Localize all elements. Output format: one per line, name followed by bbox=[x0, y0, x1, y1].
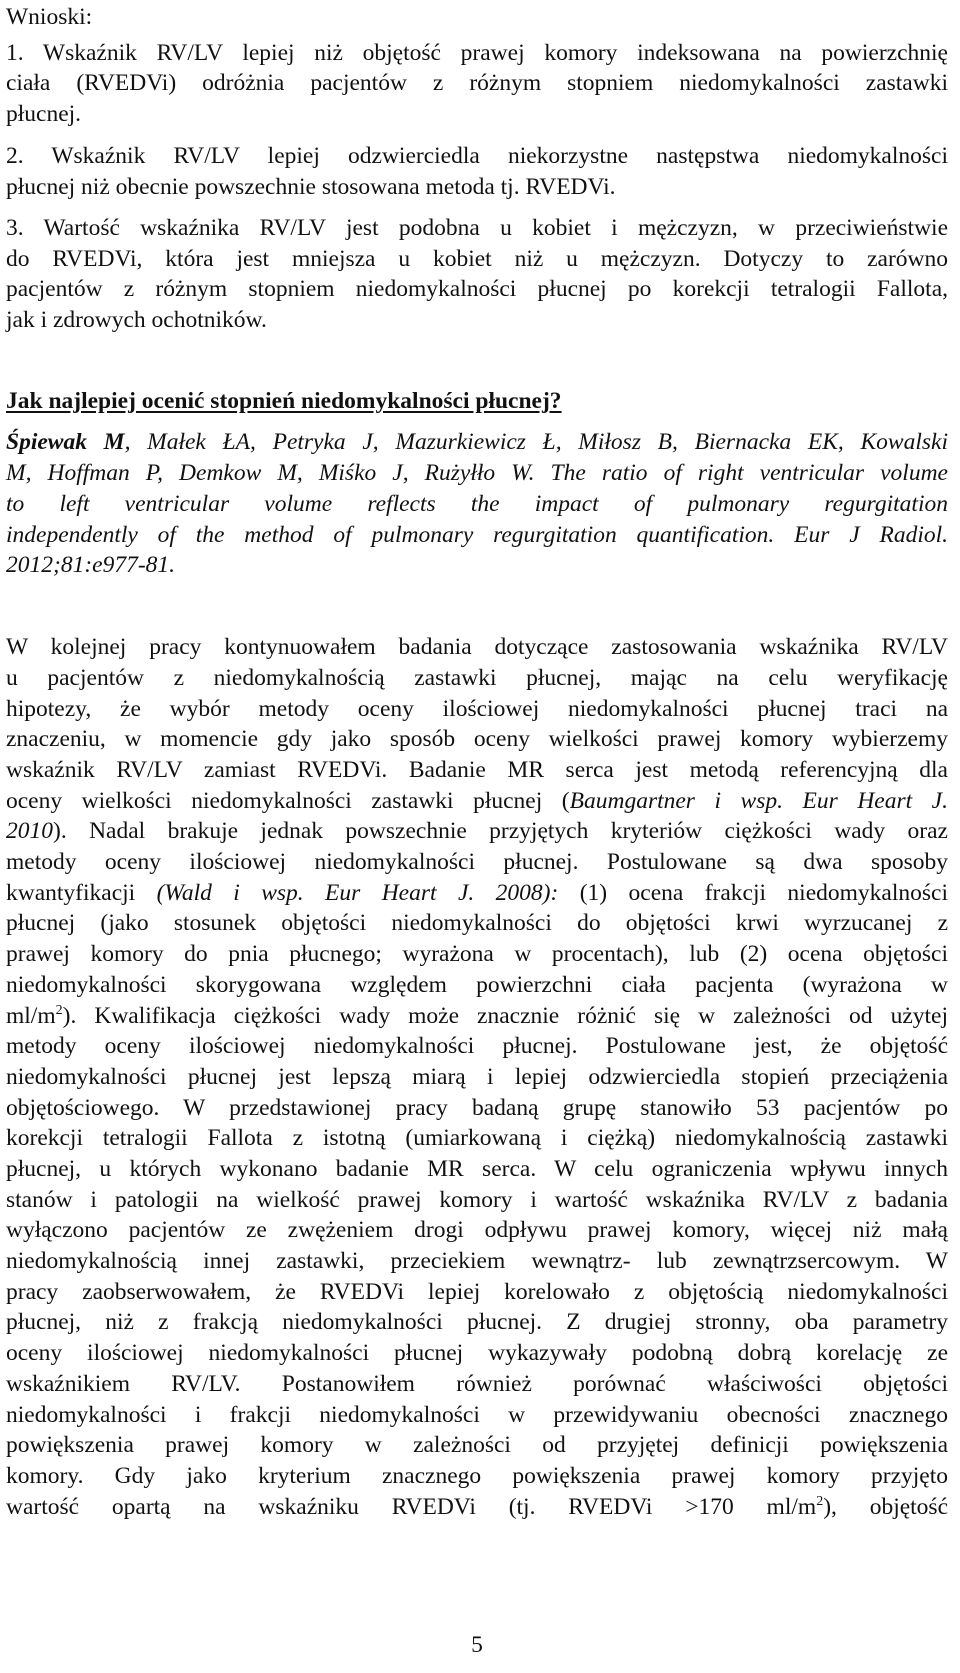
body-line: hipotezy, że wybór metody oceny ilościowej niedomykalności płucnej traci na bbox=[6, 696, 948, 722]
body-line bbox=[6, 786, 948, 816]
body-line: wyłączono pacjentów ze zwężeniem drogi odpływu prawej komory, więcej niż małą bbox=[6, 1217, 948, 1243]
superscript: 2 bbox=[816, 1494, 824, 1509]
conclusions-heading: Wnioski: bbox=[6, 4, 93, 30]
conclusion-line: pacjentów z różnym stopniem niedomykalności płucnej po korekcji tetralogii Fallota, bbox=[6, 276, 948, 302]
reference-lead-author: Śpiewak M bbox=[6, 429, 125, 455]
reference-line bbox=[6, 458, 948, 488]
conclusion-line: płucnej niż obecnie powszechnie stosowana metoda tj. RVEDVi. bbox=[6, 174, 616, 200]
body-line: komory. Gdy jako kryterium znacznego powiększenia prawej komory przyjęto bbox=[6, 1463, 948, 1489]
body-line: wskaźnik RV/LV zamiast RVEDVi. Badanie MR serca jest metodą referencyjną dla bbox=[6, 757, 948, 783]
body-line: wskaźnikiem RV/LV. Postanowiłem również porównać właściwości objętości bbox=[6, 1371, 948, 1397]
conclusion-line: ciała (RVEDVi) odróżnia pacjentów z różnym stopniem niedomykalności zastawki bbox=[6, 70, 948, 96]
body-line: pracy zaobserwowałem, że RVEDVi lepiej korelowało z objętością niedomykalności bbox=[6, 1279, 948, 1305]
reference-line: independently of the method of pulmonary regurgitation quantification. Eur J Radiol. bbox=[6, 522, 948, 548]
body-line: oceny ilościowej niedomykalności płucnej wykazywały podobną dobrą korelację ze bbox=[6, 1340, 948, 1366]
body-line: objętościowego. W przedstawionej pracy badaną grupę stanowiło 53 pacjentów po bbox=[6, 1095, 948, 1121]
body-line: znaczeniu, w momencie gdy jako sposób oceny wielkości prawej komory wybierzemy bbox=[6, 726, 948, 752]
citation: (Wald i wsp. Eur Heart J. 2008): bbox=[156, 880, 559, 906]
body-line: niedomykalności i frakcji niedomykalności w przewidywaniu obecności znacznego bbox=[6, 1402, 948, 1428]
body-line: niedomykalnością innej zastawki, przeciekiem wewnątrz- lub zewnątrzsercowym. W bbox=[6, 1248, 948, 1274]
citation: 2010 bbox=[6, 818, 53, 844]
body-line bbox=[6, 816, 948, 846]
body-line bbox=[6, 878, 948, 908]
body-line: korekcji tetralogii Fallota z istotną (umiarkowaną i ciężką) niedomykalnością zastawki bbox=[6, 1125, 948, 1151]
body-line: metody oceny ilościowej niedomykalności płucnej. Postulowane jest, że objętość bbox=[6, 1033, 948, 1059]
body-text: ). Kwalifikacja ciężkości wady może znacznie różnić się w zależności od użytej bbox=[62, 1003, 948, 1029]
reference-line bbox=[6, 427, 948, 457]
reference-line: 2012;81:e977-81. bbox=[6, 552, 176, 578]
body-text: ), objętość bbox=[823, 1494, 949, 1520]
citation: Baumgartner i wsp. Eur Heart J. bbox=[569, 788, 948, 814]
superscript: 2 bbox=[55, 1003, 63, 1018]
body-text: wartość opartą na wskaźniku RVEDVi (tj. RVEDVi >170 ml/m bbox=[6, 1494, 817, 1520]
conclusion-line: do RVEDVi, która jest mniejsza u kobiet niż u mężczyzn. Dotyczy to zarówno bbox=[6, 246, 948, 272]
conclusion-line: jak i zdrowych ochotników. bbox=[6, 307, 267, 333]
conclusion-line: 2. Wskaźnik RV/LV lepiej odzwierciedla niekorzystne następstwa niedomykalności bbox=[6, 143, 948, 169]
body-line: powiększenia prawej komory w zależności od przyjętej definicji powiększenia bbox=[6, 1432, 948, 1458]
body-line: niedomykalności skorygowana względem powierzchni ciała pacjenta (wyrażona w bbox=[6, 972, 948, 998]
conclusion-line: 3. Wartość wskaźnika RV/LV jest podobna u kobiet i mężczyzn, w przeciwieństwie bbox=[6, 215, 948, 241]
reference-coauthors: M, Hoffman P, Demkow M, Miśko J, Rużyłło W. bbox=[6, 460, 551, 486]
reference-line: to left ventricular volume reflects the impact of pulmonary regurgitation bbox=[6, 491, 948, 517]
body-line: stanów i patologii na wielkość prawej komory i wartość wskaźnika RV/LV z badania bbox=[6, 1187, 948, 1213]
reference-title: The ratio of right ventricular volume bbox=[550, 460, 948, 486]
body-line: płucnej, u których wykonano badanie MR serca. W celu ograniczenia wpływu innych bbox=[6, 1156, 948, 1182]
body-line bbox=[6, 1001, 948, 1031]
reference-coauthors: , Małek ŁA, Petryka J, Mazurkiewicz Ł, Miłosz B, Biernacka EK, Kowalski bbox=[124, 429, 948, 455]
body-text: ). Nadal brakuje jednak powszechnie przyjętych kryteriów ciężkości wady oraz bbox=[53, 818, 948, 844]
body-line: metody oceny ilościowej niedomykalności płucnej. Postulowane są dwa sposoby bbox=[6, 849, 948, 875]
body-line: W kolejnej pracy kontynuowałem badania dotyczące zastosowania wskaźnika RV/LV bbox=[6, 634, 948, 660]
page-number: 5 bbox=[471, 1632, 483, 1658]
body-line: płucnej, niż z frakcją niedomykalności płucnej. Z drugiej stronny, oba parametry bbox=[6, 1309, 948, 1335]
publication-title: Jak najlepiej ocenić stopnień niedomykalności płucnej? bbox=[6, 388, 562, 414]
body-text: (1) ocena frakcji niedomykalności bbox=[558, 880, 948, 906]
conclusion-line: płucnej. bbox=[6, 101, 82, 127]
body-line bbox=[6, 1492, 948, 1522]
body-line: u pacjentów z niedomykalnością zastawki płucnej, mając na celu weryfikację bbox=[6, 665, 948, 691]
body-text: ml/m bbox=[6, 1003, 56, 1029]
body-line: niedomykalności płucnej jest lepszą miarą i lepiej odzwierciedla stopień przeciążenia bbox=[6, 1064, 948, 1090]
conclusion-line: 1. Wskaźnik RV/LV lepiej niż objętość prawej komory indeksowana na powierzchnię bbox=[6, 40, 948, 66]
body-text: kwantyfikacji bbox=[6, 880, 157, 906]
body-line: płucnej (jako stosunek objętości niedomykalności do objętości krwi wyrzucanej z bbox=[6, 910, 948, 936]
body-text: oceny wielkości niedomykalności zastawki płucnej ( bbox=[6, 788, 570, 814]
body-line: prawej komory do pnia płucnego; wyrażona w procentach), lub (2) ocena objętości bbox=[6, 941, 948, 967]
